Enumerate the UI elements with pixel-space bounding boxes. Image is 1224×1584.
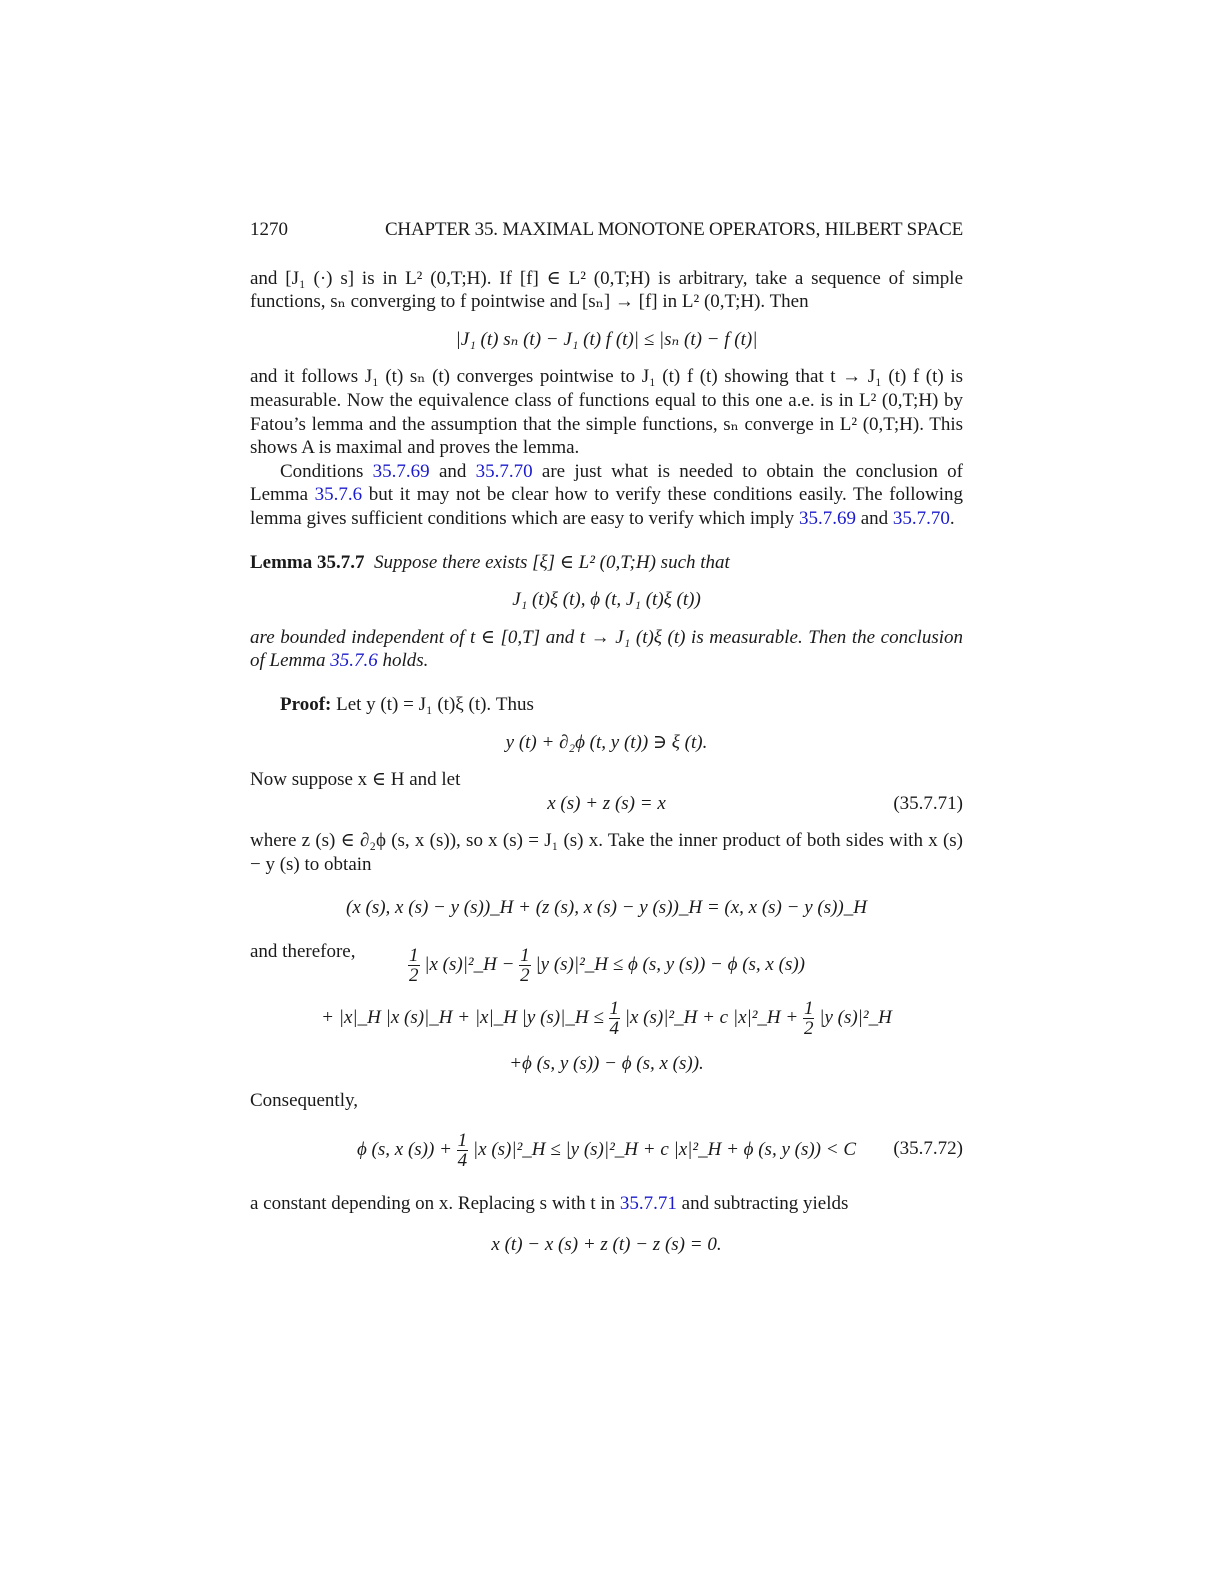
- fraction: $\frac{1}{2}$: [409, 944, 419, 986]
- text-segment: and subtracting yields: [676, 1192, 849, 1214]
- lemma-statement: [250, 551, 963, 575]
- ref-link-35-7-70-b[interactable]: 35.7.70: [892, 507, 950, 529]
- equation-body: x (s) + z (s) = x: [547, 792, 666, 814]
- text-segment: and: [429, 460, 476, 482]
- chapter-title: CHAPTER 35. MAXIMAL MONOTONE OPERATORS, HILBERT SPACE: [384, 219, 963, 240]
- equation-35-7-72: [250, 1131, 963, 1170]
- text-segment: a constant depending on x. Replacing s with t in: [250, 1192, 620, 1214]
- page-content: [250, 218, 963, 1271]
- proof-start: [250, 693, 963, 717]
- fraction: $\frac{1}{2}$: [520, 944, 530, 986]
- equation-35-7-71: [250, 792, 963, 816]
- ref-link-lemma-35-7-6-b[interactable]: 35.7.6: [330, 650, 378, 672]
- inequality-line-1: [250, 946, 963, 985]
- equation-proof: y (t) + ∂₂ϕ (t, y (t)) ∋ ξ (t).: [505, 731, 708, 753]
- text-segment: |x (s)|²_H ≤ |y (s)|²_H + c |x|²_H + ϕ (s, y (s)) < C: [472, 1138, 857, 1160]
- text-segment: |x (s)|²_H −: [424, 953, 520, 975]
- ref-link-35-7-70[interactable]: 35.7.70: [475, 460, 533, 482]
- text-segment: and: [855, 507, 893, 529]
- proof-title: Proof:: [280, 693, 332, 715]
- equation-contraction: |J₁ (t) sₙ (t) − J₁ (t) f (t)| ≤ |sₙ (t) − f (t)|: [455, 328, 758, 350]
- paragraph-conditions: [250, 460, 963, 531]
- ref-link-35-7-69[interactable]: 35.7.69: [372, 460, 430, 482]
- lemma-text: Suppose there exists [ξ] ∈ L² (0,T;H) such that: [374, 551, 730, 573]
- text-segment: |y (s)|²_H: [819, 1006, 892, 1028]
- paragraph-suppose: Now suppose x ∈ H and let: [250, 769, 461, 791]
- page-header: [250, 218, 963, 242]
- paragraph-inner-product: where z (s) ∈ ∂₂ϕ (s, x (s)), so x (s) = J₁ (s) x. Take the inner product of both sides with x (s) − y (s) to obtain: [250, 830, 963, 875]
- fraction: $\frac{1}{4}$: [609, 997, 619, 1039]
- page-number: 1270: [250, 219, 288, 240]
- equation-number: (35.7.72): [893, 1137, 963, 1159]
- paragraph-consequently: Consequently,: [250, 1090, 359, 1112]
- paragraph-measurable: and it follows J₁ (t) sₙ (t) converges pointwise to J₁ (t) f (t) showing that t → J₁ (t) f (t) is measurable. Now the equivalence class of functions equal to this one a.e. is in L² (0,T;H) by Fatou’s lemma and the assumption that the simple functions, sₙ converge in L² (0,T;H). This shows A is maximal and proves the lemma.: [250, 366, 963, 459]
- text-segment: but it may not be clear how to verify these conditions easily. The following lemma gives sufficient conditions which are easy to verify which imply: [250, 484, 963, 529]
- ref-link-lemma-35-7-6[interactable]: 35.7.6: [314, 484, 363, 506]
- equation-inner-product: (x (s), x (s) − y (s))_H + (z (s), x (s) − y (s))_H = (x, x (s) − y (s))_H: [346, 897, 867, 919]
- text-segment: |y (s)|²_H ≤ ϕ (s, y (s)) − ϕ (s, x (s)): [535, 953, 805, 975]
- lemma-title: Lemma 35.7.7: [250, 551, 365, 573]
- paragraph-intro: and [J₁ (·) s] is in L² (0,T;H). If [f] ∈ L² (0,T;H) is arbitrary, take a sequence of simple functions, sₙ converging to f pointwise and [sₙ] → [f] in L² (0,T;H). Then: [250, 267, 963, 313]
- text-segment: ϕ (s, x (s)) +: [356, 1138, 457, 1160]
- fraction: $\frac{1}{4}$: [457, 1129, 468, 1171]
- paragraph-therefore: and therefore,: [250, 941, 356, 963]
- equation-number: (35.7.71): [893, 792, 963, 814]
- equation-lemma: J₁ (t)ξ (t), ϕ (t, J₁ (t)ξ (t)): [512, 589, 701, 611]
- lemma-continuation: [250, 626, 963, 673]
- text-segment: are bounded independent of t ∈ [0,T] and t → J₁ (t)ξ (t) is measurable. Then the conclusion of Lemma: [250, 626, 963, 672]
- text-segment: Let y (t) = J₁ (t)ξ (t). Thus: [331, 693, 534, 715]
- paragraph-replacing: [250, 1192, 963, 1216]
- fraction: $\frac{1}{2}$: [803, 997, 814, 1039]
- text-segment: are just what is needed to obtain the conclusion of Lemma: [250, 460, 963, 506]
- inequality-line-2: [250, 999, 963, 1038]
- text-segment: + |x|_H |x (s)|_H + |x|_H |y (s)|_H ≤: [321, 1006, 609, 1028]
- inequality-line-3: +ϕ (s, y (s)) − ϕ (s, x (s)).: [509, 1052, 704, 1074]
- text-segment: |x (s)|²_H + c |x|²_H +: [624, 1006, 803, 1028]
- text-segment: .: [949, 507, 955, 529]
- equation-final: x (t) − x (s) + z (t) − z (s) = 0.: [491, 1234, 722, 1256]
- text-segment: holds.: [377, 650, 429, 672]
- text-segment: Conditions: [280, 460, 373, 482]
- ref-link-35-7-69-b[interactable]: 35.7.69: [798, 507, 856, 529]
- ref-link-35-7-71[interactable]: 35.7.71: [619, 1192, 677, 1214]
